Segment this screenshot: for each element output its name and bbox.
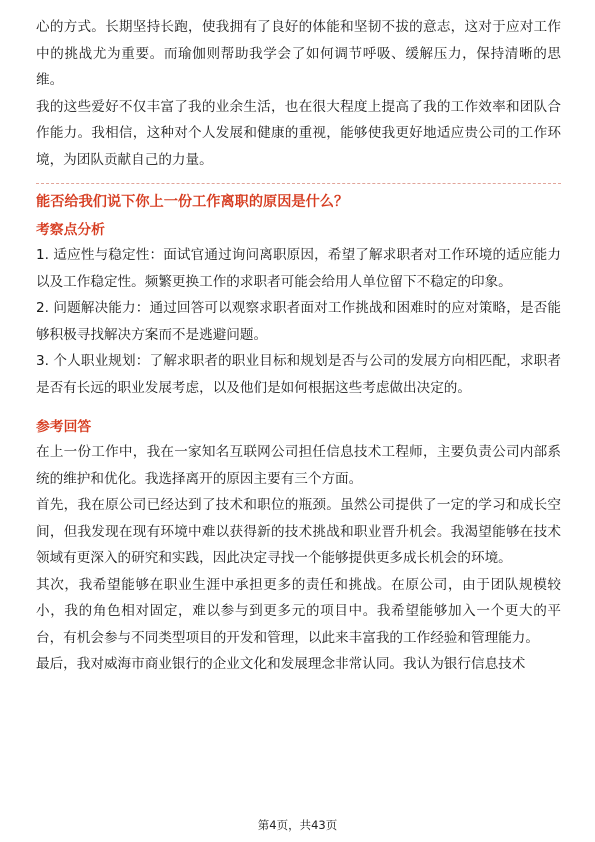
intro-paragraph-1: 心的方式。长期坚持长跑，使我拥有了良好的体能和坚韧不拔的意志，这对于应对工作中的挑战尤为重要。而瑜伽则帮助我学会了如何调节呼吸、缓解压力，保持清晰的思维。 [36, 19, 561, 88]
answer-paragraph-4: 最后，我对威海市商业银行的企业文化和发展理念非常认同。我认为银行信息技术 [36, 656, 526, 672]
answer-paragraph-1: 在上一份工作中，我在一家知名互联网公司担任信息技术工程师，主要负责公司内部系统的维护和优化。我选择离开的原因主要有三个方面。 [36, 444, 561, 487]
analysis-point-1: 1. 适应性与稳定性：面试官通过询问离职原因，希望了解求职者对工作环境的适应能力以及工作稳定性。频繁更换工作的求职者可能会给用人单位留下不稳定的印象。 [36, 247, 561, 290]
analysis-heading: 考察点分析 [36, 222, 105, 238]
page-number-footer: 第4页，共43页 [257, 818, 338, 832]
answer-paragraph-2: 首先，我在原公司已经达到了技术和职位的瓶颈。虽然公司提供了一定的学习和成长空间，但我发现在现有环境中难以获得新的技术挑战和职业晋升机会。我渴望能够在技术领域有更深入的研究和实践，因此决定寻找一个能够提供更多成长机会的环境。 [36, 497, 561, 566]
answer-paragraph-3: 其次，我希望能够在职业生涯中承担更多的责任和挑战。在原公司，由于团队规模较小，我的角色相对固定，难以参与到更多元的项目中。我希望能够加入一个更大的平台，有机会参与不同类型项目的开发和管理，以此来丰富我的工作经验和管理能力。 [36, 576, 561, 646]
page-content [36, 14, 561, 678]
analysis-point-2: 2. 问题解决能力：通过回答可以观察求职者面对工作挑战和困难时的应对策略，是否能够积极寻找解决方案而不是逃避问题。 [36, 300, 561, 343]
question-heading: 能否给我们说下你上一份工作离职的原因是什么？ [36, 194, 349, 210]
analysis-point-3: 3. 个人职业规划：了解求职者的职业目标和规划是否与公司的发展方向相匹配，求职者是否有长远的职业发展考虑，以及他们是如何根据这些考虑做出决定的。 [36, 353, 561, 396]
section-divider [36, 183, 561, 184]
answer-heading: 参考回答 [36, 419, 92, 435]
intro-paragraph-2: 我的这些爱好不仅丰富了我的业余生活，也在很大程度上提高了我的工作效率和团队合作能力。我相信，这种对个人发展和健康的重视，能够使我更好地适应贵公司的工作环境，为团队贡献自己的力量。 [36, 98, 561, 168]
